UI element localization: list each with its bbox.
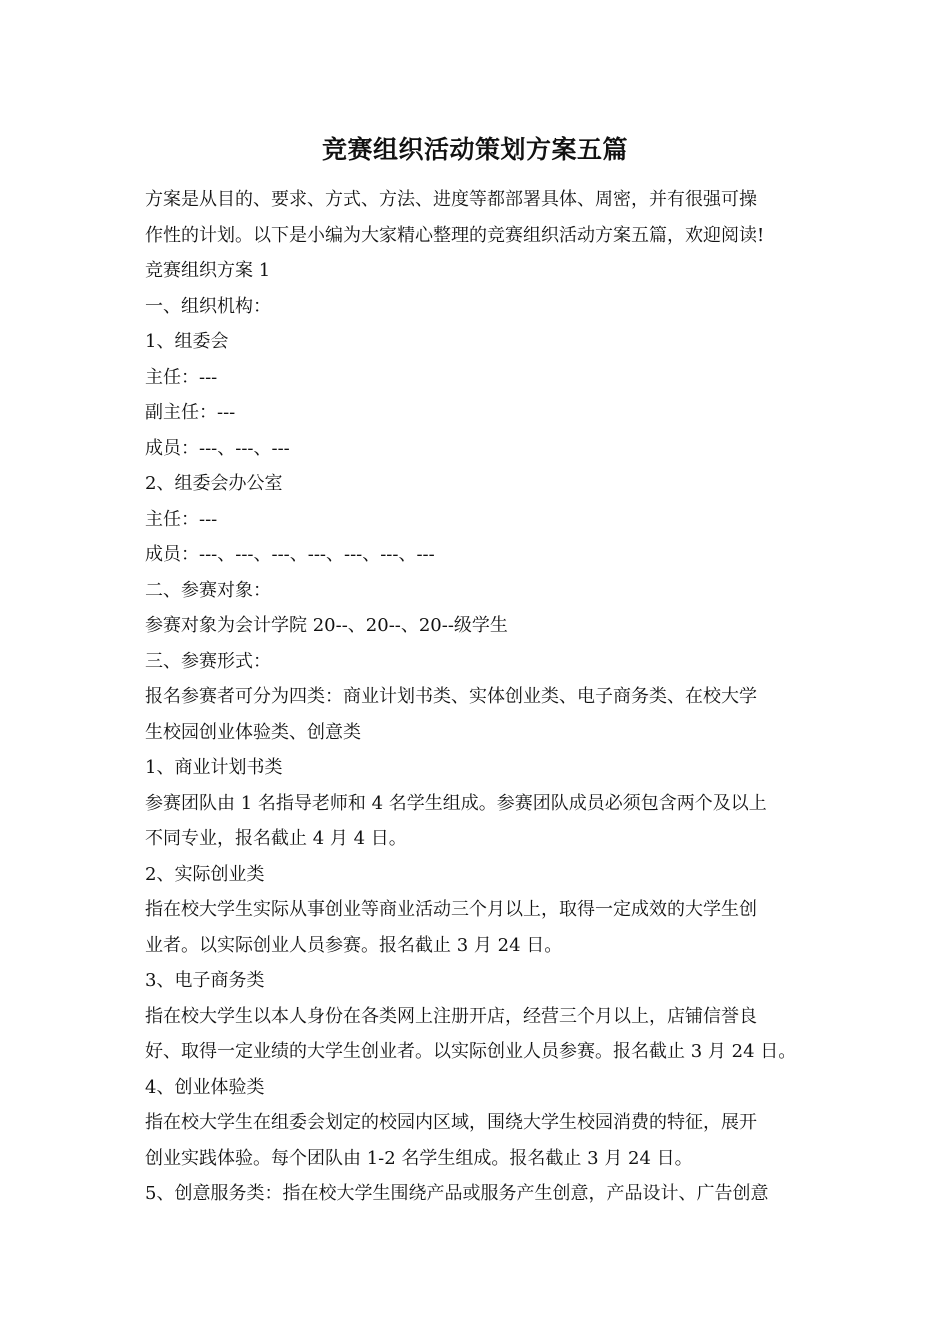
section-heading: 一、组织机构： <box>145 295 271 317</box>
subsection-heading: 3、电子商务类 <box>145 970 265 991</box>
body-line: 报名参赛者可分为四类：商业计划书类、实体创业类、电子商务类、在校大学 <box>145 686 757 707</box>
body-line: 不同专业，报名截止 4 月 4 日。 <box>145 828 407 849</box>
body-line: 业者。以实际创业人员参赛。报名截止 3 月 24 日。 <box>145 934 563 956</box>
body-line: 方案是从目的、要求、方式、方法、进度等都部署具体、周密，并有很强可操 <box>145 189 757 210</box>
body-line: 副主任：--- <box>145 402 236 423</box>
subsection-heading: 1、商业计划书类 <box>145 757 283 778</box>
subsection-heading: 2、实际创业类 <box>145 863 265 885</box>
body-line: 主任：--- <box>145 508 218 530</box>
section-heading: 二、参赛对象： <box>145 579 271 601</box>
document-title: 竞赛组织活动策划方案五篇 <box>321 135 628 164</box>
body-line: 5、创意服务类：指在校大学生围绕产品或服务产生创意，产品设计、广告创意 <box>145 1183 769 1204</box>
body-line: 指在校大学生以本人身份在各类网上注册开店，经营三个月以上，店铺信誉良 <box>145 1005 757 1027</box>
section-heading: 三、参赛形式： <box>145 650 271 672</box>
body-line: 作性的计划。以下是小编为大家精心整理的竞赛组织活动方案五篇，欢迎阅读! <box>145 224 765 246</box>
body-line: 成员：---、---、---、---、---、---、--- <box>145 544 435 565</box>
body-line: 成员：---、---、--- <box>145 437 290 459</box>
subsection-heading: 4、创业体验类 <box>145 1076 265 1098</box>
body-line: 生校园创业体验类、创意类 <box>145 721 361 743</box>
section-heading: 竞赛组织方案 1 <box>145 260 271 281</box>
body-line: 参赛对象为会计学院 20--、20--、20--级学生 <box>145 615 508 636</box>
body-line: 创业实践体验。每个团队由 1-2 名学生组成。报名截止 3 月 24 日。 <box>145 1147 693 1169</box>
body-line: 好、取得一定业绩的大学生创业者。以实际创业人员参赛。报名截止 3 月 24 日。 <box>145 1041 797 1062</box>
subsection-heading: 1、组委会 <box>145 331 229 352</box>
document-body <box>145 182 810 1212</box>
body-line: 指在校大学生实际从事创业等商业活动三个月以上，取得一定成效的大学生创 <box>145 899 757 920</box>
subsection-heading: 2、组委会办公室 <box>145 473 283 494</box>
body-line: 主任：--- <box>145 366 218 388</box>
body-line: 参赛团队由 1 名指导老师和 4 名学生组成。参赛团队成员必须包含两个及以上 <box>145 792 767 814</box>
body-line: 指在校大学生在组委会划定的校园内区域，围绕大学生校园消费的特征，展开 <box>145 1112 757 1133</box>
